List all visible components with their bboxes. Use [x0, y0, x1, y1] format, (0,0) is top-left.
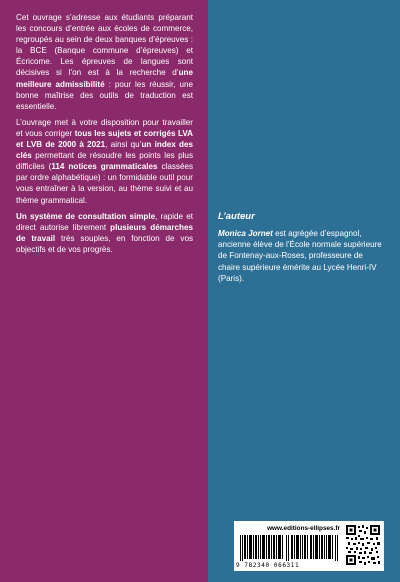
description-paragraph-2: L’ouvrage met à votre disposition pour travailler et vous corriger tous les sujets et corrigés LVA et LVB de 2000 à 2021, ainsi qu’un index des clés permettant de résoudre les points les plus difficiles (114 notices grammaticales classées par ordre alphabétique) : un formidable outil pour vous entraîner à la version, au thème suivi et au thème grammatical. — [16, 117, 193, 205]
description-paragraph-1: Cet ouvrage s’adresse aux étudiants préparant les concours d’entrée aux écoles de commerce, regroupés au sein de deux banques d’épreuves : la BCE (Banque commune d’épreuves) et Écricome. Les épreuves de langues sont décisives si l’on est à la recherche d’une meilleure admissibilité : pour les réussir, une bonne maîtrise des outils de traduction est essentielle. — [16, 13, 193, 111]
author-bio: Monica Jornet est agrégée d’espagnol, ancienne élève de l’École normale supérieure de Fontenay-aux-Roses, professeure de chaire supérieure émérite au Lycée Henri-IV (Paris). — [218, 229, 382, 283]
publisher-website: www.editions-ellipses.fr — [267, 525, 340, 532]
qr-code — [346, 525, 380, 565]
isbn-digits: 9 782340 066311 — [236, 562, 300, 569]
barcode-image — [240, 535, 340, 561]
right-panel — [208, 0, 400, 582]
description-paragraph-3: Un système de consultation simple, rapide et direct autorise librement plusieurs démarches de travail très souples, en fonction de vos objectifs et de vos progrès. — [16, 211, 193, 254]
author-heading: L’auteur — [218, 211, 255, 222]
author-name: Monica Jornet — [218, 229, 273, 238]
description-text — [16, 12, 193, 260]
barcode-box — [234, 521, 384, 571]
